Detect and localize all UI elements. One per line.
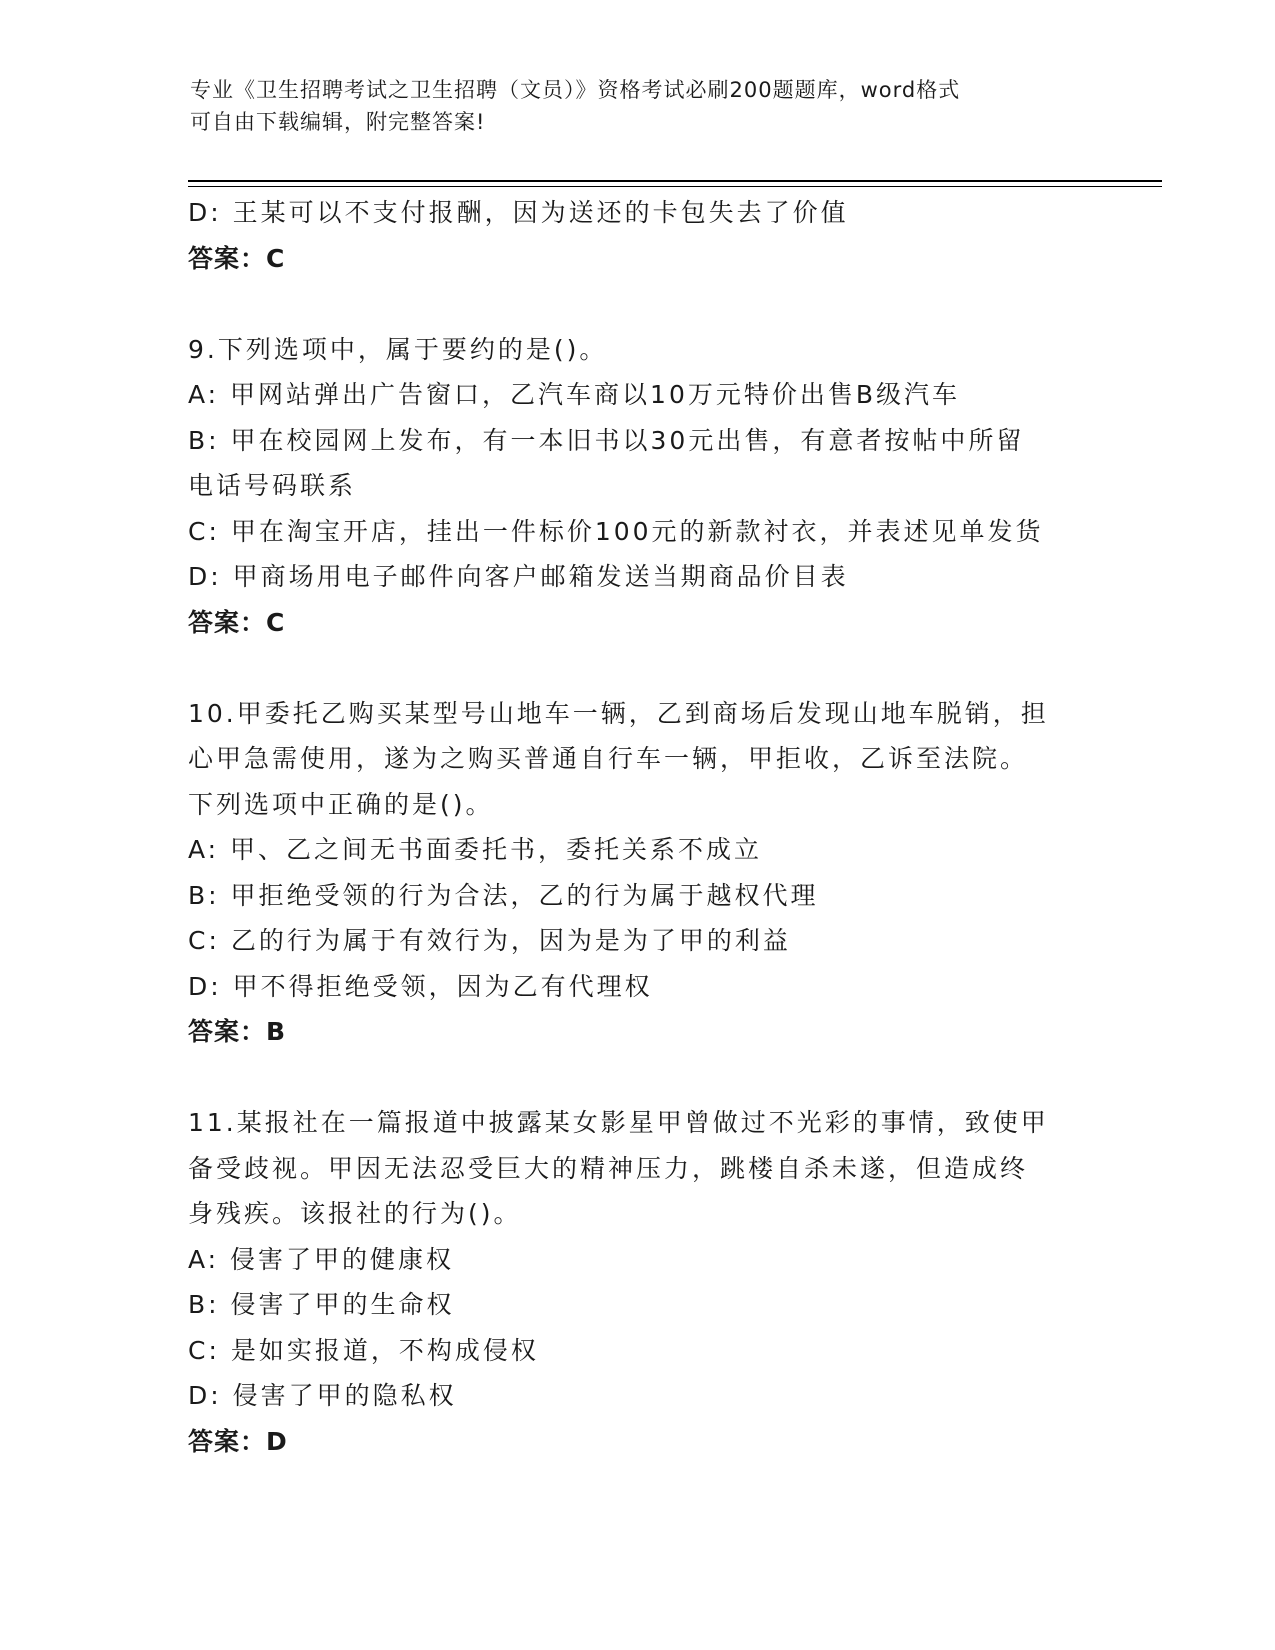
- q10-stem-line-3: 下列选项中正确的是()。: [188, 789, 494, 819]
- q9-option-b-line-1: B: 甲在校园网上发布，有一本旧书以30元出售，有意者按帖中所留: [188, 425, 1025, 455]
- q10-option-d: D: 甲不得拒绝受领，因为乙有代理权: [188, 971, 653, 1001]
- header-divider-thin: [188, 186, 1162, 187]
- question-11: [188, 1100, 1088, 1464]
- q10-stem-line-1: 10.甲委托乙购买某型号山地车一辆，乙到商场后发现山地车脱销，担: [188, 698, 1049, 728]
- spacer: [188, 645, 1088, 691]
- q9-option-c: C: 甲在淘宝开店，挂出一件标价100元的新款衬衣，并表述见单发货: [188, 516, 1044, 546]
- q9-option-b-line-2: 电话号码联系: [188, 471, 357, 500]
- q10-answer: 答案：B: [188, 1017, 287, 1046]
- q11-option-c: C: 是如实报道，不构成侵权: [188, 1335, 539, 1365]
- q9-stem: 9.下列选项中，属于要约的是()。: [188, 334, 608, 364]
- question-list: [188, 190, 1088, 1464]
- q8-option-d: D: 王某可以不支付报酬，因为送还的卡包失去了价值: [188, 198, 849, 227]
- spacer: [188, 1055, 1088, 1101]
- q11-option-a: A: 侵害了甲的健康权: [188, 1244, 455, 1274]
- q11-option-b: B: 侵害了甲的生命权: [188, 1290, 455, 1319]
- q10-option-a: A: 甲、乙之间无书面委托书，委托关系不成立: [188, 835, 763, 864]
- q9-option-d: D: 甲商场用电子邮件向客户邮箱发送当期商品价目表: [188, 562, 849, 591]
- header-title-line-1: 专业《卫生招聘考试之卫生招聘（文员）》资格考试必刷200题题库，word格式: [190, 78, 961, 102]
- header-title-line-2: 可自由下载编辑，附完整答案!: [190, 110, 486, 134]
- q11-answer: 答案：D: [188, 1426, 288, 1456]
- q9-answer: 答案：C: [188, 607, 286, 637]
- question-9: [188, 327, 1088, 646]
- q11-stem-line-3: 身残疾。该报社的行为()。: [188, 1199, 522, 1228]
- question-8-tail: [188, 190, 1088, 281]
- q11-stem-line-2: 备受歧视。甲因无法忍受巨大的精神压力，跳楼自杀未遂，但造成终: [188, 1153, 1029, 1183]
- q10-option-b: B: 甲拒绝受领的行为合法，乙的行为属于越权代理: [188, 880, 819, 910]
- q9-option-a: A: 甲网站弹出广告窗口，乙汽车商以10万元特价出售B级汽车: [188, 380, 960, 409]
- header-divider-thick: [188, 180, 1162, 182]
- q8-answer: 答案：C: [188, 243, 286, 273]
- q11-stem-line-1: 11.某报社在一篇报道中披露某女影星甲曾做过不光彩的事情，致使甲: [188, 1108, 1049, 1137]
- q10-stem-line-2: 心甲急需使用，遂为之购买普通自行车一辆，甲拒收，乙诉至法院。: [188, 744, 1029, 773]
- q10-option-c: C: 乙的行为属于有效行为，因为是为了甲的利益: [188, 926, 791, 955]
- spacer: [188, 281, 1088, 327]
- q11-option-d: D: 侵害了甲的隐私权: [188, 1381, 457, 1410]
- question-10: [188, 691, 1088, 1055]
- page-header: [190, 74, 1090, 138]
